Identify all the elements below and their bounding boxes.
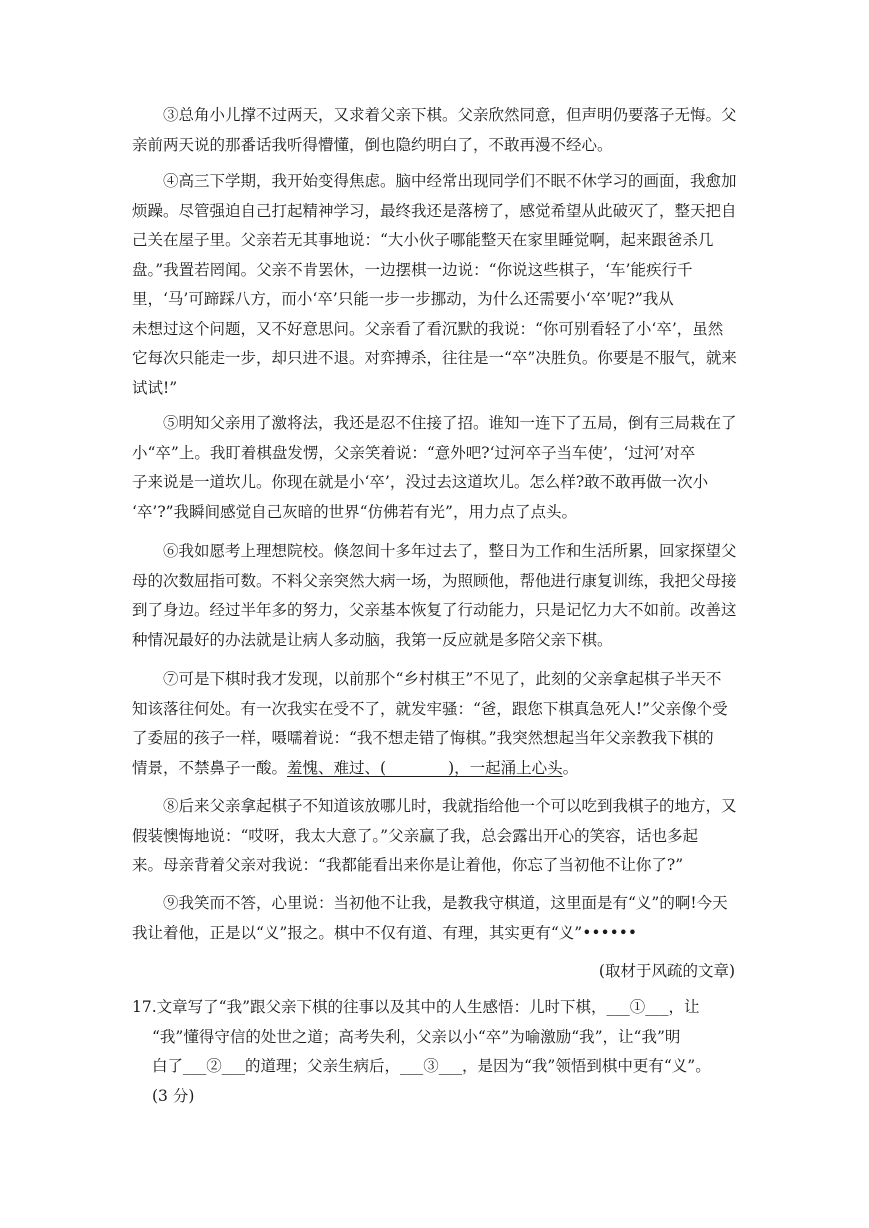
question-number: 17. <box>132 998 157 1016</box>
paragraph-line: 小“卒”上。我盯着棋盘发愣，父亲笑着说：“意外吧?‘过河卒子当车使’，‘过河’对卒 <box>132 443 696 462</box>
paragraph-line: 未想过这个问题，又不好意思问。父亲看了看沉默的我说：“你可别看轻了小‘卒’，虽然 <box>132 319 724 338</box>
paragraph-line: ⑥我如愿考上理想院校。倏忽间十多年过去了，整日为工作和生活所累，回家探望父 <box>163 542 737 560</box>
paragraph-line: ⑤明知父亲用了激将法，我还是忍不住接了招。谁知一连下了五局，倒有三局栽在了 <box>163 414 737 432</box>
paragraph-line: 假装懊悔地说：“哎呀，我太大意了。”父亲赢了我，总会露出开心的笑容，话也多起 <box>132 826 699 845</box>
paragraph-line: 它每次只能走一步，却只进不退。对弈搏杀，往往是一“卒”决胜负。你要是不服气，就来 <box>132 349 737 367</box>
paragraph-line: ③总角小儿撑不过两天，又求着父亲下棋。父亲欣然同意，但声明仍要落子无悔。父 <box>163 106 737 124</box>
paragraph-line: ⑦可是下棋时我才发现，以前那个“乡村棋王”不见了，此刻的父亲拿起棋子半天不 <box>163 670 722 688</box>
paragraph-line: 母的次数屈指可数。不料父亲突然大病一场，为照顾他，帮他进行康复训练，我把父母接 <box>132 571 737 590</box>
paragraph-9 <box>132 889 738 948</box>
question-line: 白了___②___的道理；父亲生病后，___③___，是因为“我”领悟到棋中更有“义”。 <box>152 1057 711 1075</box>
question-17 <box>132 993 742 1111</box>
paragraph-line: 己关在屋子里。父亲若无其事地说：“大小伙子哪能整天在家里睡觉啊，起来跟爸杀几 <box>132 231 714 249</box>
paragraph-line: ⑧后来父亲拿起棋子不知道该放哪儿时，我就指给他一个可以吃到我棋子的地方，又 <box>163 797 737 815</box>
paragraph-line: 里，‘马’可蹄踩八方，而小‘卒’只能一步一步挪动，为什么还需要小‘卒’呢?”我从 <box>132 290 674 308</box>
paragraph-8 <box>132 792 738 881</box>
paragraph-line <box>132 754 738 784</box>
paragraph-line: 盘。”我置若罔闻。父亲不肯罢休，一边摆棋一边说：“你说这些棋子，‘车’能疾行千 <box>132 260 693 279</box>
paragraph-line: ⑨我笑而不答，心里说：当初他不让我，是教我守棋道，这里面是有“义”的啊!今天 <box>163 894 728 912</box>
line-text: 情景，不禁鼻子一酸。 <box>132 758 288 777</box>
question-text: 文章写了“我”跟父亲下棋的往事以及其中的人生感悟：儿时下棋，___①___，让 <box>156 998 700 1016</box>
paragraph-line: 来。母亲背着父亲对我说：“我都能看出来你是让着他，你忘了当初他不让你了?” <box>132 856 684 874</box>
paragraph-5 <box>132 409 738 527</box>
paragraph-line: 烦躁。尽管强迫自己打起精神学习，最终我还是落榜了，感觉希望从此破灭了，整天把自 <box>132 201 737 220</box>
paragraph-line: 种情况最好的办法就是让病人多动脑，我第一反应就是多陪父亲下棋。 <box>132 630 613 649</box>
paragraph-line: ④高三下学期，我开始变得焦虑。脑中经常出现同学们不眠不休学习的画面，我愈加 <box>163 172 737 190</box>
paragraph-line: ‘卒’?”我瞬间感觉自己灰暗的世界“仿佛若有光”，用力点了点头。 <box>132 502 577 521</box>
paragraph-4 <box>132 167 738 403</box>
paragraph-line: 了委屈的孩子一样，嗫嚅着说：“我不想走错了悔棋。”我突然想起当年父亲教我下棋的 <box>132 729 714 747</box>
question-line: “我”懂得守信的处世之道；高考失利，父亲以小“卒”为喻激励“我”，让“我”明 <box>152 1027 681 1046</box>
source-note: (取材于风疏的文章) <box>598 962 735 980</box>
underlined-fill-in-blank: 羞愧、难过、( )，一起涌上心头 <box>287 758 563 777</box>
paragraph-line: 子来说是一道坎儿。你现在就是小‘卒’，没过去这道坎儿。怎么样?敢不敢再做一次小 <box>132 473 709 491</box>
paragraph-3 <box>132 101 738 160</box>
question-line <box>132 993 742 1023</box>
question-score: (3 分) <box>152 1086 195 1105</box>
paragraph-line: 亲前两天说的那番话我听得懵懂，倒也隐约明白了，不敢再漫不经心。 <box>132 135 613 154</box>
paragraph-6 <box>132 537 738 655</box>
paragraph-7 <box>132 665 738 783</box>
paragraph-line: 到了身边。经过半年多的努力，父亲基本恢复了行动能力，只是记忆力大不如前。改善这 <box>132 601 737 619</box>
paragraph-line: 我让着他，正是以“义”报之。棋中不仅有道、有理，其实更有“义”•••••• <box>132 923 638 942</box>
line-text: 。 <box>562 758 579 777</box>
paragraph-line: 知该落往何处。有一次我实在受不了，就发牢骚：“爸，跟您下棋真急死人!”父亲像个受 <box>132 699 728 718</box>
paragraph-line: 试试!” <box>132 378 178 397</box>
